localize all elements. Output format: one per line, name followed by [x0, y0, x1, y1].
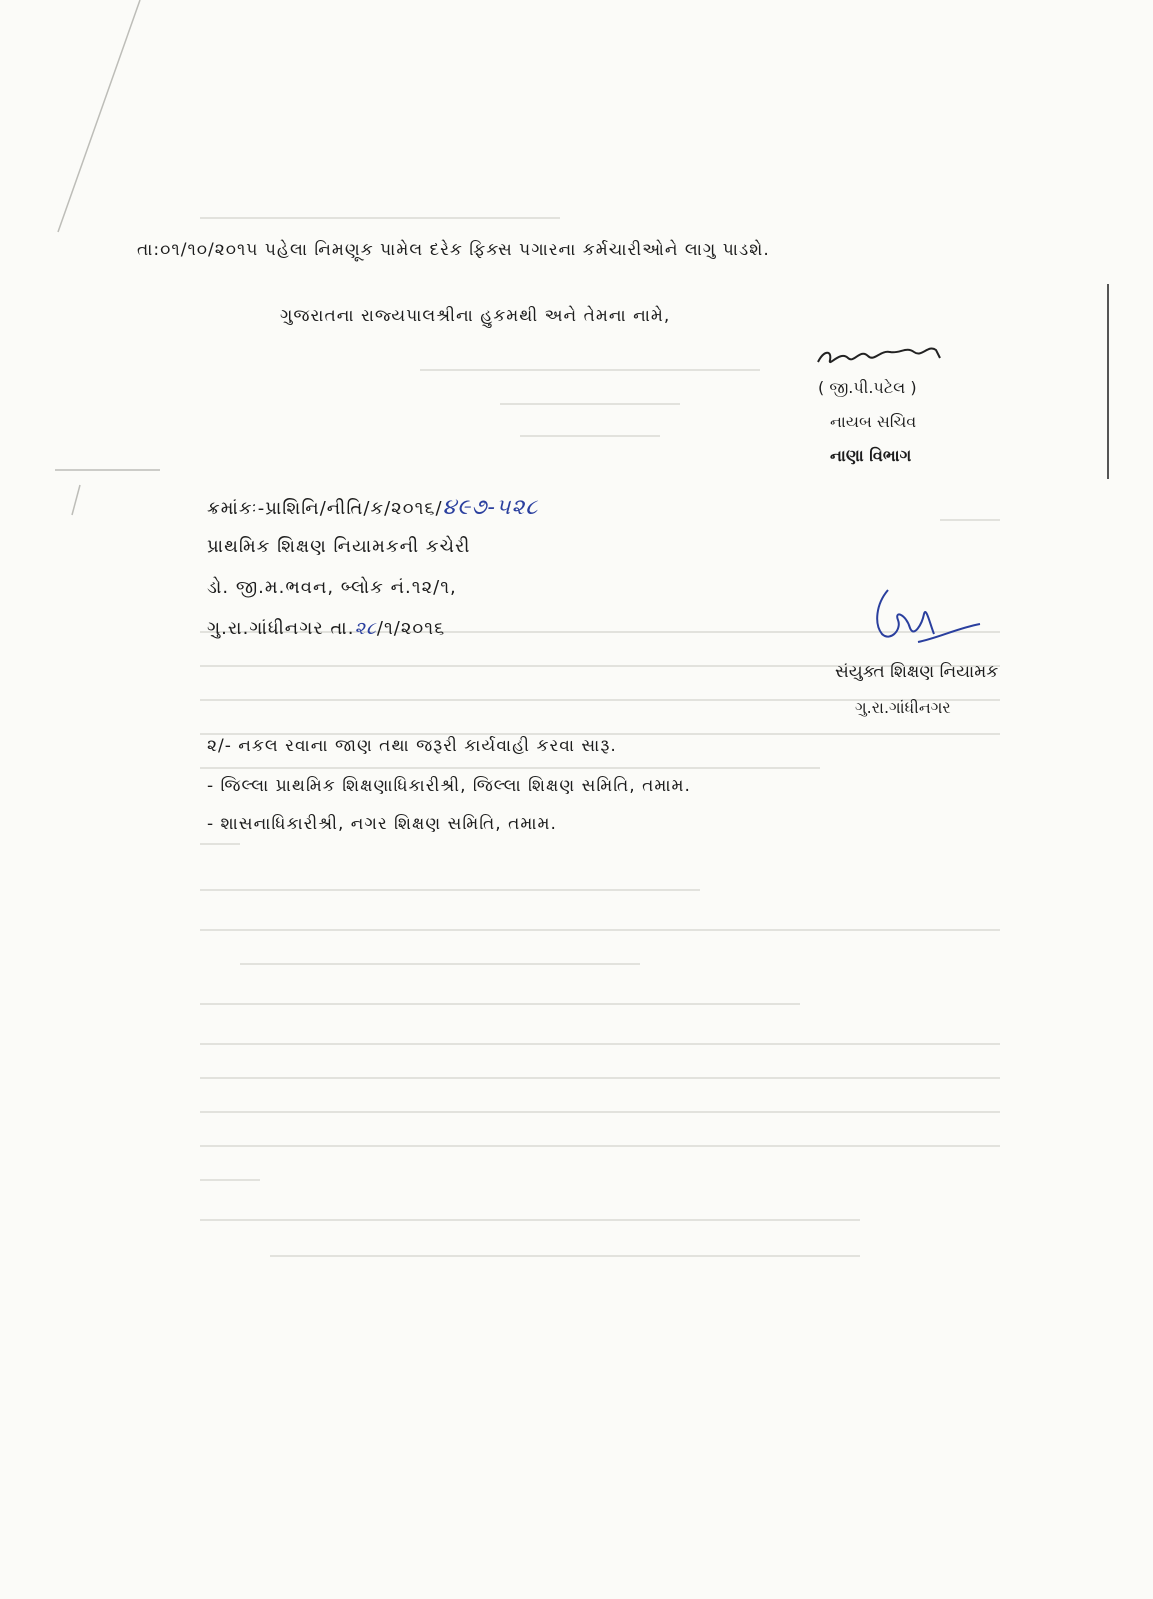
- office-date-handwritten: ૨૮: [354, 618, 377, 639]
- office-name: પ્રાથમિક શિક્ષણ નિયામકની કચેરી: [207, 536, 471, 557]
- copy-to-item: - શાસનાધિકારીશ્રી, નગર શિક્ષણ સમિતિ, તમામ.: [207, 814, 557, 834]
- copy-to-heading: ૨/- નકલ રવાના જાણ તથા જરૂરી કાર્યવાહી કરવા સારૂ.: [207, 736, 617, 756]
- signatory-1-name: ( જી.પી.પટેલ ): [818, 378, 917, 397]
- office-date-suffix: /૧/૨૦૧૬: [376, 618, 446, 639]
- signatory-2-place: ગુ.રા.ગાંધીનગર: [855, 698, 951, 717]
- margin-rule: [1107, 284, 1109, 479]
- reference-number: [207, 495, 538, 520]
- reference-number-label: ક્રમાંકઃ-પ્રાશિનિ/નીતિ/ક/૨૦૧૬/: [207, 498, 443, 519]
- copy-to-item: - જિલ્લા પ્રાથમિક શિક્ષણાધિકારીશ્રી, જિલ્લા શિક્ષણ સમિતિ, તમામ.: [207, 776, 691, 796]
- reference-number-handwritten: ૪૯૭-૫૨૮: [442, 495, 539, 520]
- authority-line: ગુજરાતના રાજ્યપાલશ્રીના હુકમથી અને તેમના નામે,: [280, 306, 671, 326]
- signatory-1-designation: નાયબ સચિવ: [830, 412, 917, 431]
- signatory-2-title: સંયુક્ત શિક્ષણ નિયામક: [835, 662, 999, 682]
- office-date-label: ગુ.રા.ગાંધીનગર તા.: [207, 618, 355, 639]
- signatory-1-department: નાણા વિભાગ: [830, 446, 912, 465]
- signature-1: [814, 338, 954, 378]
- office-address: ડો. જી.મ.ભવન, બ્લોક નં.૧૨/૧,: [207, 577, 457, 598]
- office-date: [207, 618, 445, 639]
- signature-2: [868, 584, 988, 654]
- applicability-line: તા:૦૧/૧૦/૨૦૧૫ પહેલા નિમણૂક પામેલ દરેક ફિક્સ પગારના કર્મચારીઓને લાગુ પાડશે.: [137, 240, 770, 260]
